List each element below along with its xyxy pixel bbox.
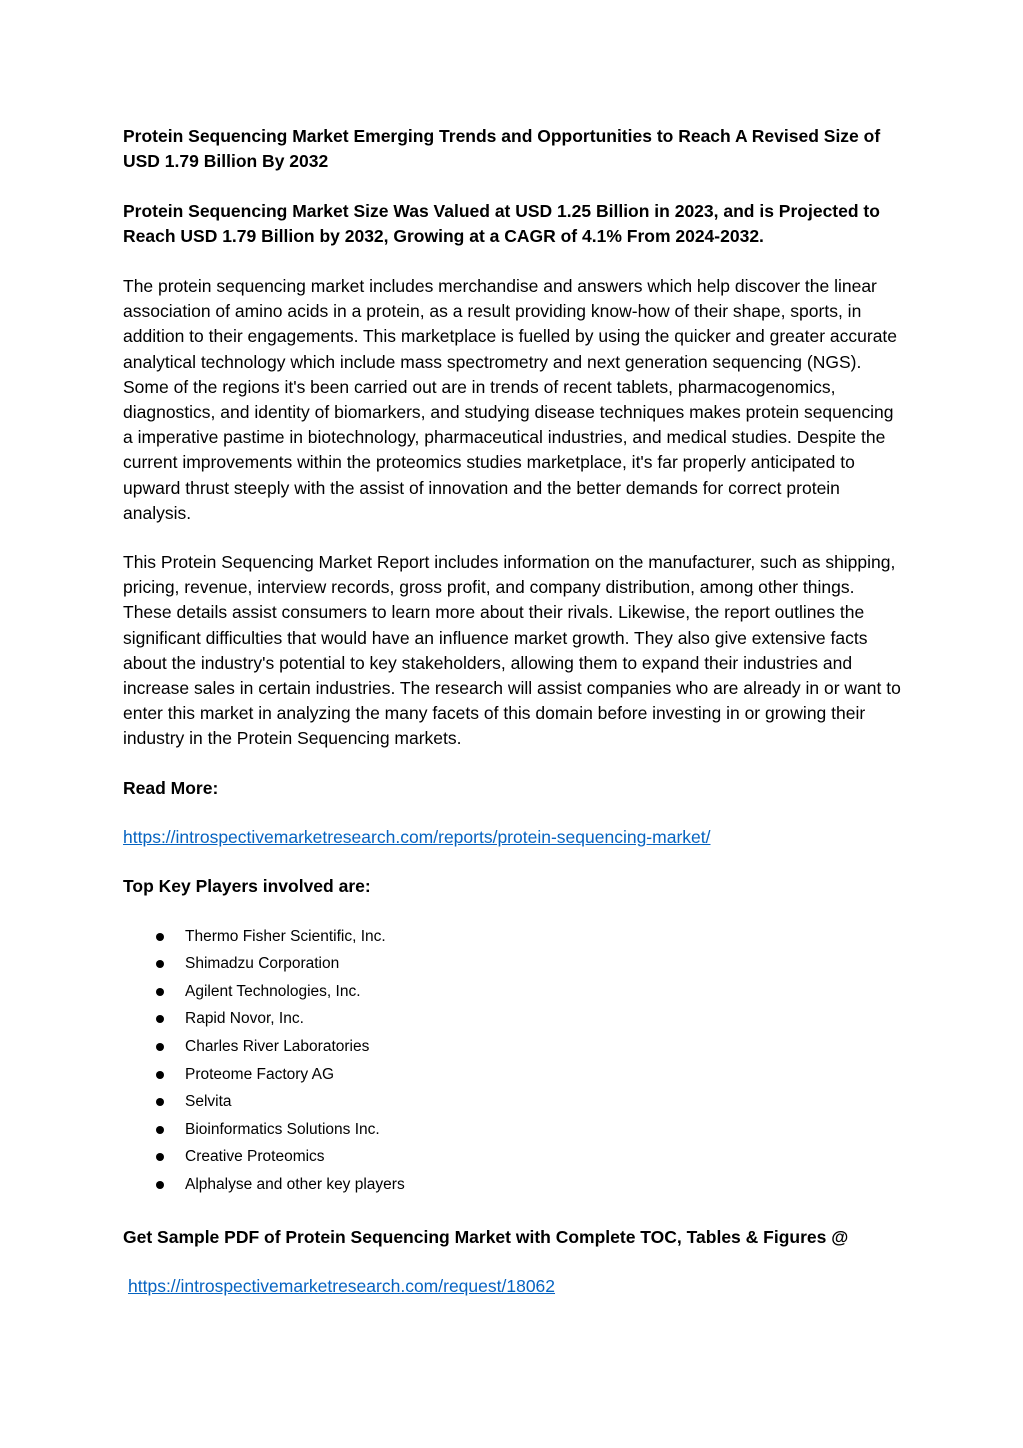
players-label: Top Key Players involved are: [123, 875, 371, 896]
bullet-icon [156, 1098, 164, 1106]
bullet-icon [156, 1181, 164, 1189]
sample-label: Get Sample PDF of Protein Sequencing Market with Complete TOC, Tables & Figures @ [123, 1226, 849, 1247]
bullet-icon [156, 1126, 164, 1134]
player-name: Selvita [185, 1093, 232, 1111]
list-item [123, 1171, 903, 1199]
list-item [123, 1061, 903, 1089]
list-item [123, 1005, 903, 1033]
read-more-label: Read More: [123, 777, 219, 798]
player-name: Creative Proteomics [185, 1148, 325, 1166]
bullet-icon [156, 1153, 164, 1161]
document-title: Protein Sequencing Market Emerging Trends and Opportunities to Reach A Revised Size of USD 1.79 Billion By 2032 [123, 126, 881, 171]
bullet-icon [156, 988, 164, 996]
player-name: Thermo Fisher Scientific, Inc. [185, 927, 386, 945]
list-item [123, 1116, 903, 1144]
list-item [123, 978, 903, 1006]
read-more-link[interactable]: https://introspectivemarketresearch.com/reports/protein-sequencing-market/ [123, 826, 711, 847]
bullet-icon [156, 933, 164, 941]
player-name: Alphalyse and other key players [185, 1176, 405, 1193]
document-subtitle: Protein Sequencing Market Size Was Valued at USD 1.25 Billion in 2023, and is Projected to Reach USD 1.79 Billion by 2032, Growing at a CAGR of 4.1% From 2024-2032. [123, 201, 880, 246]
player-name: Rapid Novor, Inc. [185, 1010, 304, 1028]
player-name: Shimadzu Corporation [185, 955, 340, 973]
list-item [123, 1143, 903, 1171]
player-name: Proteome Factory AG [185, 1065, 335, 1083]
bullet-icon [156, 1071, 164, 1079]
player-name: Agilent Technologies, Inc. [185, 982, 361, 1000]
bullet-icon [156, 960, 164, 968]
sample-link[interactable]: https://introspectivemarketresearch.com/request/18062 [128, 1275, 556, 1296]
list-item [123, 923, 903, 951]
bullet-icon [156, 1043, 164, 1051]
players-list [123, 923, 903, 1199]
paragraph-overview: The protein sequencing market includes merchandise and answers which help discover the linear association of amino acids in a protein, as a result providing know-how of their shape, sports, in addition to their engagements. This marketplace is fuelled by using the quicker and greater accurate analytical technology which include mass spectrometry and next generation sequencing (NGS). Some of the regions it's been carried out are in trends of recent tablets, pharmacogenomics, diagnostics, and identity of biomarkers, and studying disease techniques makes protein sequencing a imperative pastime in biotechnology, pharmaceutical industries, and medical studies. Despite the current improvements within the proteomics studies marketplace, it's far properly anticipated to upward thrust steeply with the assist of innovation and the better demands for correct protein analysis. [123, 276, 898, 523]
bullet-icon [156, 1015, 164, 1023]
player-name: Bioinformatics Solutions Inc. [185, 1120, 380, 1138]
list-item [123, 1033, 903, 1061]
paragraph-report: This Protein Sequencing Market Report includes information on the manufacturer, such as shipping, pricing, revenue, interview records, gross profit, and company distribution, among other things. These details assist consumers to learn more about their rivals. Likewise, the report outlines the significant difficulties that would have an influence market growth. They also give extensive facts about the industry's potential to key stakeholders, allowing them to expand their industries and increase sales in certain industries. The research will assist companies who are already in or want to enter this market in analyzing the many facets of this domain before investing in or growing their industry in the Protein Sequencing markets. [123, 552, 901, 749]
list-item [123, 1088, 903, 1116]
list-item [123, 950, 903, 978]
player-name: Charles River Laboratories [185, 1038, 370, 1056]
